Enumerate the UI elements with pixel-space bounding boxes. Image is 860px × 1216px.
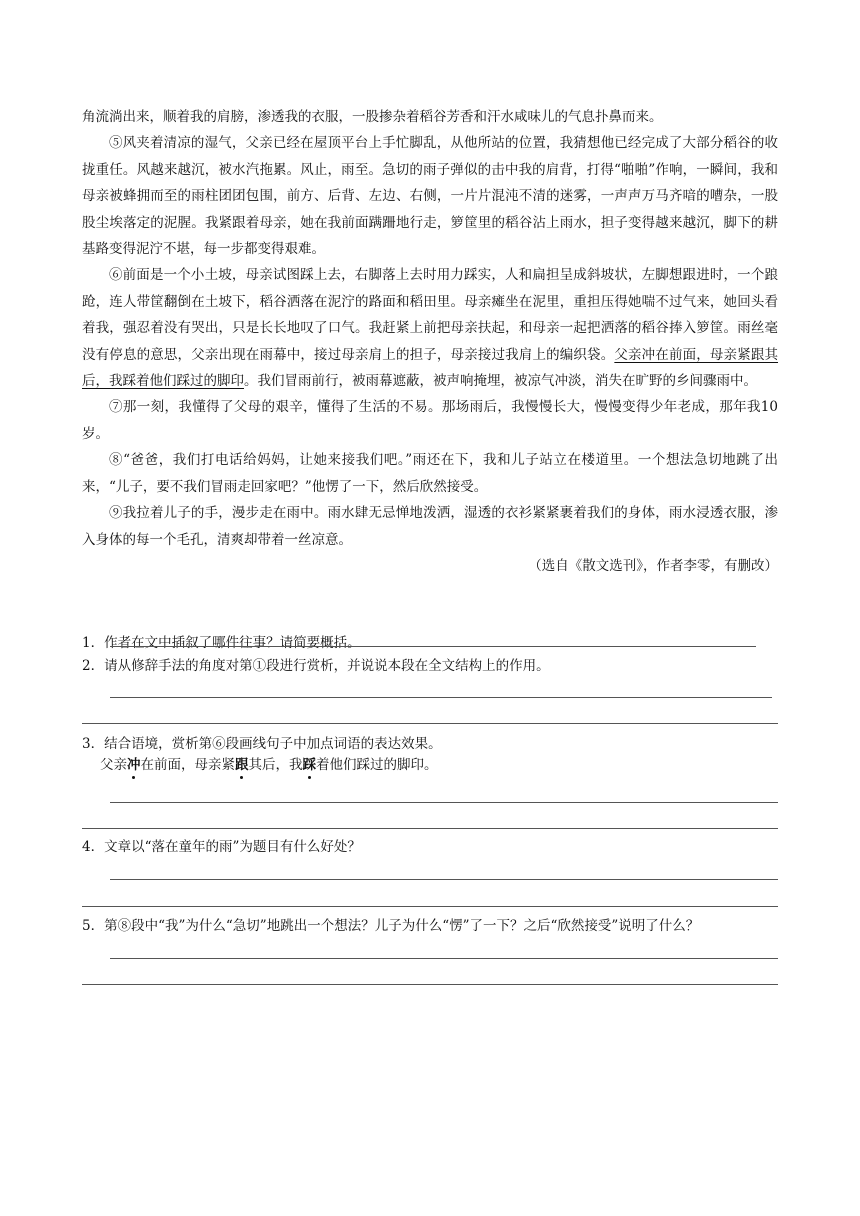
question-1: 1．作者在文中插叙了哪件往事？请简要概括。 <box>82 635 361 651</box>
passage-paragraph-6 <box>82 262 778 394</box>
dotted-word-chong: 冲 <box>127 757 141 773</box>
passage-paragraph-9: ⑨我拉着儿子的手，漫步走在雨中。雨水肆无忌惮地泼洒，湿透的衣衫紧紧裹着我们的身体，雨水浸透衣服，渗入身体的每一个毛孔，清爽却带着一丝凉意。 <box>82 505 778 548</box>
dotted-word-cai: 踩 <box>302 757 316 773</box>
answer-line[interactable] <box>110 958 778 959</box>
quoted-text: 在前面，母亲紧 <box>140 757 235 773</box>
passage-paragraph-8: ⑧“爸爸，我们打电话给妈妈，让她来接我们吧。”雨还在下，我和儿子站立在楼道里。一个想法急切地跳了出来，“儿子，要不我们冒雨走回家吧？”他愣了一下，然后欣然接受。 <box>82 452 778 495</box>
question-3: 3．结合语境，赏析第⑥段画线句子中加点词语的表达效果。 <box>82 736 442 752</box>
answer-line[interactable] <box>110 802 778 803</box>
paragraph-6-text-before: ⑥前面是一个小土坡，母亲试图踩上去，右脚落上去时用力踩实，人和扁担呈成斜坡状，左脚想跟进时，一个踉跄，连人带筐翻倒在土坡下，稻谷洒落在泥泞的路面和稻田里。母亲瘫坐在泥里，重担压得她喘不过气来，她回头看着我，强忍着没有哭出，只是长长地叹了口气。我赶紧上前把母亲扶起，和母亲一起把洒落的稻谷捧入箩筐。雨丝毫没有停息的意思，父亲出现在雨幕中，接过母亲肩上的担子，母亲接过我肩上的编织袋。 <box>82 267 778 363</box>
answer-line[interactable] <box>110 646 756 647</box>
source-citation: （选自《散文选刊》，作者李零，有删改） <box>528 557 778 574</box>
underlined-sentence: 父亲冲在前面，母亲紧跟其后，我踩着他们踩过的脚印 <box>82 346 779 390</box>
dotted-word-gen: 跟 <box>235 757 249 773</box>
quoted-text: 其后，我 <box>248 757 303 773</box>
answer-line[interactable] <box>82 906 778 907</box>
answer-line[interactable] <box>82 723 778 724</box>
quoted-text: 父亲 <box>100 757 127 773</box>
question-2: 2．请从修辞手法的角度对第①段进行赏析，并说说本段在全文结构上的作用。 <box>82 658 550 674</box>
passage-paragraph-continued: 角流淌出来，顺着我的肩膀，渗透我的衣服，一股掺杂着稻谷芳香和汗水咸味儿的气息扑鼻而来。 <box>82 109 663 125</box>
quoted-text: 着他们踩过的脚印。 <box>316 757 438 773</box>
question-3-quoted-sentence <box>100 755 438 775</box>
paragraph-6-text-after: 。我们冒雨前行，被雨幕遮蔽，被声响掩埋，被凉气冲淡，消失在旷野的乡间骤雨中。 <box>244 373 757 390</box>
question-4: 4．文章以“落在童年的雨”为题目有什么好处？ <box>82 839 361 855</box>
passage-paragraph-7: ⑦那一刻，我懂得了父母的艰辛，懂得了生活的不易。那场雨后，我慢慢长大，慢慢变得少年老成，那年我10岁。 <box>82 399 778 442</box>
question-5: 5．第⑧段中“我”为什么“急切”地跳出一个想法？儿子为什么“愣”了一下？之后“欣然接受”说明了什么？ <box>82 918 700 934</box>
passage-paragraph-5: ⑤风夹着清凉的湿气，父亲已经在屋顶平台上手忙脚乱，从他所站的位置，我猜想他已经完成了大部分稻谷的收拢重任。风越来越沉，被水汽拖累。风止，雨至。急切的雨子弹似的击中我的肩背，打得“啪啪”作响，一瞬间，我和母亲被蜂拥而至的雨柱团团包围，前方、后背、左边、右侧，一片片混沌不清的迷雾，一声声万马齐喑的嘈杂，一股股尘埃落定的泥腥。我紧跟着母亲，她在我前面蹒跚地行走，箩筐里的稻谷沾上雨水，担子变得越来越沉，脚下的耕基路变得泥泞不堪，每一步都变得艰难。 <box>82 135 778 258</box>
answer-line[interactable] <box>82 828 778 829</box>
answer-line[interactable] <box>82 984 778 985</box>
answer-line[interactable] <box>110 879 778 880</box>
answer-line[interactable] <box>110 697 772 698</box>
reading-passage <box>82 104 778 579</box>
